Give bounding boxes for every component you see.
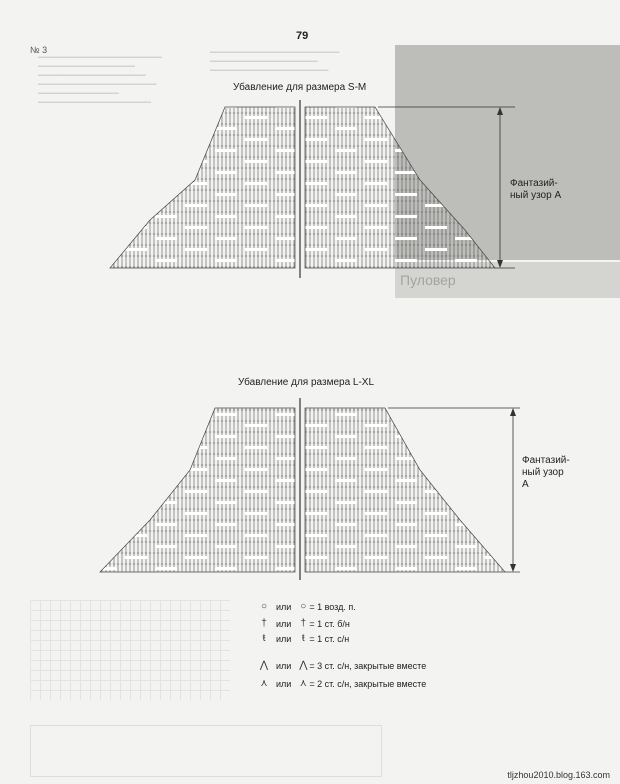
dc2tog-icon: ⋏ xyxy=(260,678,268,689)
legend-text: = 1 ст. с/н xyxy=(309,633,350,644)
chart-bottom-right-half xyxy=(305,408,505,572)
chart-bottom-side-label: Фантазий- ный узор А xyxy=(522,455,570,490)
chart-top-title: Убавление для размера S-M xyxy=(233,82,367,93)
dc3tog-alt-icon: ⋀ xyxy=(299,660,308,671)
corner-label: № 3 xyxy=(30,45,48,55)
bleed-title: Пуловер xyxy=(400,272,456,288)
footer-watermark: tljzhou2010.blog.163.com xyxy=(507,770,610,780)
bleed-through-right: ▁▁▁▁▁▁▁▁▁▁▁▁▁▁▁▁▁▁▁▁▁▁▁▁ ▁▁▁▁▁▁▁▁▁▁▁▁▁▁▁▁▁▁▁▁ ▁▁▁▁▁▁▁▁▁▁▁▁▁▁▁▁▁▁▁▁▁▁ xyxy=(210,46,340,71)
chart-top-right-half xyxy=(305,107,495,268)
legend-row-chain xyxy=(258,601,356,612)
single-crochet-alt-icon: † xyxy=(300,618,307,629)
chart-top-left-half xyxy=(110,107,295,268)
legend-or: или xyxy=(276,618,292,629)
chain-symbol-icon: ○ xyxy=(260,601,268,612)
dc2tog-alt-icon: ⋏ xyxy=(299,678,307,689)
chart-bottom-left-half xyxy=(100,408,295,572)
double-crochet-alt-icon: ŧ xyxy=(301,633,305,644)
double-crochet-icon: ŧ xyxy=(262,633,266,644)
legend-row-dc2tog xyxy=(258,678,426,689)
legend-or: или xyxy=(276,633,292,644)
page-number: 79 xyxy=(296,30,309,42)
legend-row-dc xyxy=(258,633,349,644)
dc3tog-icon: ⋀ xyxy=(259,660,269,671)
legend-or: или xyxy=(276,660,292,671)
legend-or: или xyxy=(276,678,292,689)
legend-or: или xyxy=(276,601,292,612)
legend-row-sc xyxy=(258,618,350,629)
bleed-through-left: ▁▁▁▁▁▁▁▁▁▁▁▁▁▁▁▁▁▁▁▁▁▁▁ ▁▁▁▁▁▁▁▁▁▁▁▁▁▁▁▁▁▁ ▁▁▁▁▁▁▁▁▁▁▁▁▁▁▁▁▁▁▁▁ ▁▁▁▁▁▁▁▁▁▁▁▁▁▁▁▁▁▁▁▁▁▁ ▁▁▁▁▁▁▁▁▁▁▁▁▁▁▁ ▁▁▁▁▁▁▁▁▁▁▁▁▁▁▁▁▁▁▁▁▁ xyxy=(38,51,162,103)
chain-symbol-alt-icon: ○ xyxy=(300,601,307,612)
chart-top-side-label: Фантазий- ный узор А xyxy=(510,178,562,201)
legend-row-dc3tog xyxy=(258,660,426,671)
single-crochet-icon: † xyxy=(261,618,267,629)
legend-text: = 1 ст. б/н xyxy=(309,618,350,629)
legend-text: = 2 ст. с/н, закрытые вместе xyxy=(309,678,427,689)
chart-bottom-title: Убавление для размера L-XL xyxy=(238,377,375,388)
legend-text: = 3 ст. с/н, закрытые вместе xyxy=(309,660,427,671)
legend-text: = 1 возд. п. xyxy=(309,601,356,612)
